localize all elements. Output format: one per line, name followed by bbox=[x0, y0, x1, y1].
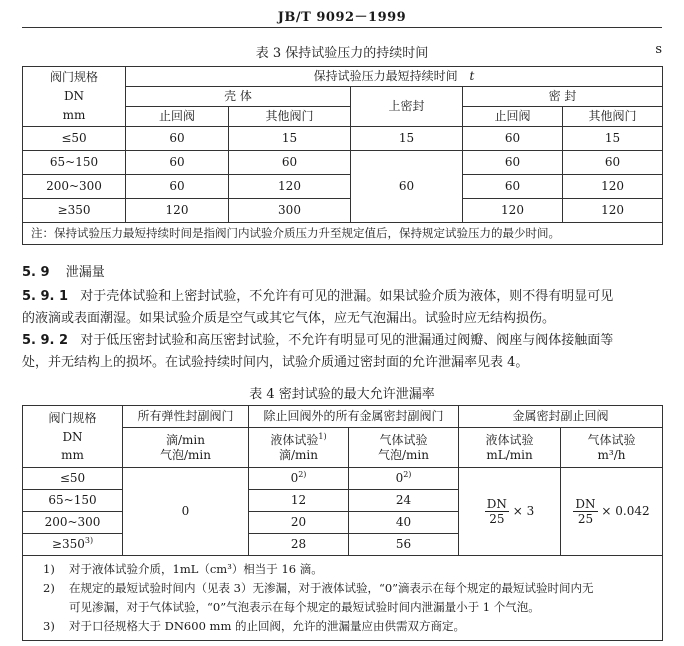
check-liquid-header: 液体试验 mL/min bbox=[459, 428, 561, 468]
table-row: 200~300 60 120 60 120 bbox=[23, 175, 663, 199]
check-valve-header: 止回阀 bbox=[463, 107, 563, 127]
soft-seal-units: 滴/min 气泡/min bbox=[123, 428, 249, 468]
table-row: ≤50 0 0$^{2)}$ 0$^{2)}$ $\frac{DN}{25}$ × 3 $\frac{DN}{25}$ × 0.042 bbox=[23, 468, 663, 490]
check-liquid-formula: $\frac{DN}{25}$ × 3 bbox=[459, 468, 561, 556]
table-row: ≥350 120 300 120 120 bbox=[23, 199, 663, 223]
table-row: 200~300 20 40 bbox=[23, 512, 663, 534]
table-row: 65~150 12 24 bbox=[23, 490, 663, 512]
table-row: $\ge 350^{3)}$ 28 56 bbox=[23, 534, 663, 556]
metal-liquid-header: 液体试验$^{1)}$ 滴/min bbox=[249, 428, 349, 468]
header-rule bbox=[22, 27, 662, 28]
table4-footnotes bbox=[23, 556, 663, 641]
other-valve-header: 其他阀门 bbox=[563, 107, 663, 127]
section-number: 5. 9 bbox=[22, 265, 50, 280]
shell-header: 壳 体 bbox=[126, 87, 351, 107]
upper-seal-merged-value: 60 bbox=[351, 151, 463, 223]
table3-caption-row bbox=[22, 42, 662, 61]
clause-text: 的液滴或表面潮湿。如果试验介质是空气或其它气体，应无气泡漏出。试验时应无结构损伤。 bbox=[22, 311, 556, 326]
check-gas-formula: $\frac{DN}{25}$ × 0.042 bbox=[561, 468, 663, 556]
document-header: JB/T 9092－1999 bbox=[277, 10, 407, 25]
dn-unit: mm bbox=[62, 108, 86, 122]
table3-note: 注：保持试验压力最短持续时间是指阀门内试验介质压力升至规定值后，保持规定试验压力的最少时间。 bbox=[23, 223, 663, 245]
soft-seal-header: 所有弹性封副阀门 bbox=[123, 406, 249, 428]
table3-unit: s bbox=[655, 42, 662, 57]
table3-dn-header bbox=[23, 67, 126, 127]
table-row: 65~150 60 60 60 60 60 bbox=[23, 151, 663, 175]
table3-group-header: 保持试验压力最短持续时间 t bbox=[126, 67, 663, 87]
clause-text: 处，并无结构上的损坏。在试验持续时间内，试验介质通过密封面的允许泄漏率见表 4。 bbox=[22, 355, 529, 370]
table4-caption: 表 4 密封试验的最大允许泄漏率 bbox=[249, 387, 435, 402]
seal-header: 密 封 bbox=[463, 87, 663, 107]
footnote: 可见渗漏，对于气体试验，“0”气泡表示在每个规定的最短试验时间内泄漏量小于 1 个气泡。 bbox=[69, 600, 540, 614]
clause-text: 对于低压密封试验和高压密封试验，不允许有明显可见的泄漏通过阀瓣、阀座与阀体接触面等 bbox=[80, 333, 614, 348]
other-valve-header: 其他阀门 bbox=[229, 107, 351, 127]
clause-number: 5. 9. 1 bbox=[22, 289, 69, 304]
check-gas-header: 气体试验 m³/h bbox=[561, 428, 663, 468]
clause-text: 对于壳体试验和上密封试验，不允许有可见的泄漏。如果试验介质为液体，则不得有明显可见 bbox=[80, 289, 614, 304]
table3-caption: 表 3 保持试验压力的持续时间 bbox=[255, 46, 429, 61]
footnote: 1) 对于液体试验介质，1mL（cm³）相当于 16 滴。 bbox=[43, 562, 323, 576]
footnote: 2) 在规定的最短试验时间内（见表 3）无渗漏，对于液体试验，“0”滴表示在每个规定的最短试验时间内无 bbox=[43, 581, 594, 595]
table3 bbox=[22, 66, 663, 245]
time-variable: t bbox=[469, 69, 475, 83]
footnote: 3) 对于口径规格大于 DN600 mm 的止回阀，允许的泄漏量应由供需双方商定。 bbox=[43, 619, 466, 633]
table-row: ≤50 60 15 15 60 15 bbox=[23, 127, 663, 151]
metal-gas-header: 气体试验 气泡/min bbox=[349, 428, 459, 468]
table4 bbox=[22, 405, 663, 641]
check-valve-header: 金属密封副止回阀 bbox=[459, 406, 663, 428]
soft-seal-value: 0 bbox=[123, 468, 249, 556]
section-title: 泄漏量 bbox=[65, 265, 105, 280]
clause-number: 5. 9. 2 bbox=[22, 333, 69, 348]
metal-seal-header: 除止回阀外的所有金属密封副阀门 bbox=[249, 406, 459, 428]
dn-label: 阀门规格 bbox=[49, 70, 98, 84]
dn-symbol: DN bbox=[63, 89, 85, 103]
section-5-9 bbox=[22, 262, 662, 374]
check-valve-header: 止回阀 bbox=[126, 107, 229, 127]
table4-dn-header: 阀门规格 DN mm bbox=[23, 406, 123, 468]
upper-seal-header: 上密封 bbox=[351, 87, 463, 127]
